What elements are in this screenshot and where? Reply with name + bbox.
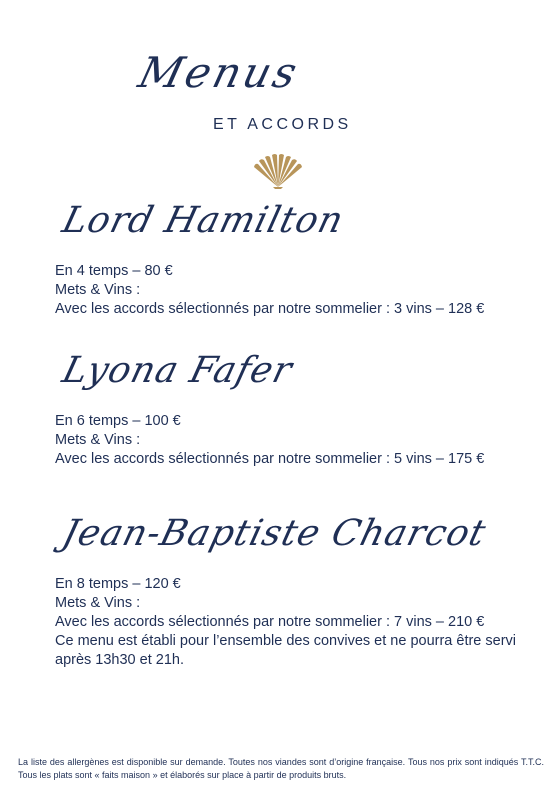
page-subtitle: ET ACCORDS — [213, 116, 352, 133]
page-title: Menus — [133, 48, 305, 97]
menu-name: Lyona Fafer — [58, 350, 297, 391]
menu-price: En 4 temps – 80 € — [55, 263, 173, 279]
pairing-description: Avec les accords sélectionnés par notre sommelier : 3 vins – 128 € — [55, 301, 485, 317]
pairing-label: Mets & Vins : — [55, 595, 141, 611]
pairing-description: Avec les accords sélectionnés par notre sommelier : 5 vins – 175 € — [55, 451, 485, 467]
menu-price: En 8 temps – 120 € — [55, 576, 181, 592]
menu-name: Lord Hamilton — [58, 200, 349, 241]
menu-name: Jean-Baptiste Charcot — [58, 513, 491, 554]
pairing-label: Mets & Vins : — [55, 282, 141, 298]
menu-lyona-fafer — [55, 346, 545, 469]
menu-jean-baptiste-charcot — [55, 509, 545, 670]
menu-price: En 6 temps – 100 € — [55, 413, 181, 429]
menu-note: Ce menu est établi pour l’ensemble des convives et ne pourra être servi après 13h30 et 21h. — [55, 633, 517, 668]
menu-lord-hamilton — [55, 196, 545, 319]
footer-notice: La liste des allergènes est disponible sur demande. Toutes nos viandes sont d’origine française. Tous nos prix sont indiqués T.T.C. Tous les plats sont « faits maison » et élaborés sur place à partir de produits bruts. — [18, 757, 544, 780]
pairing-description: Avec les accords sélectionnés par notre sommelier : 7 vins – 210 € — [55, 614, 485, 630]
pairing-label: Mets & Vins : — [55, 432, 141, 448]
scallop-shell-icon — [251, 153, 305, 189]
